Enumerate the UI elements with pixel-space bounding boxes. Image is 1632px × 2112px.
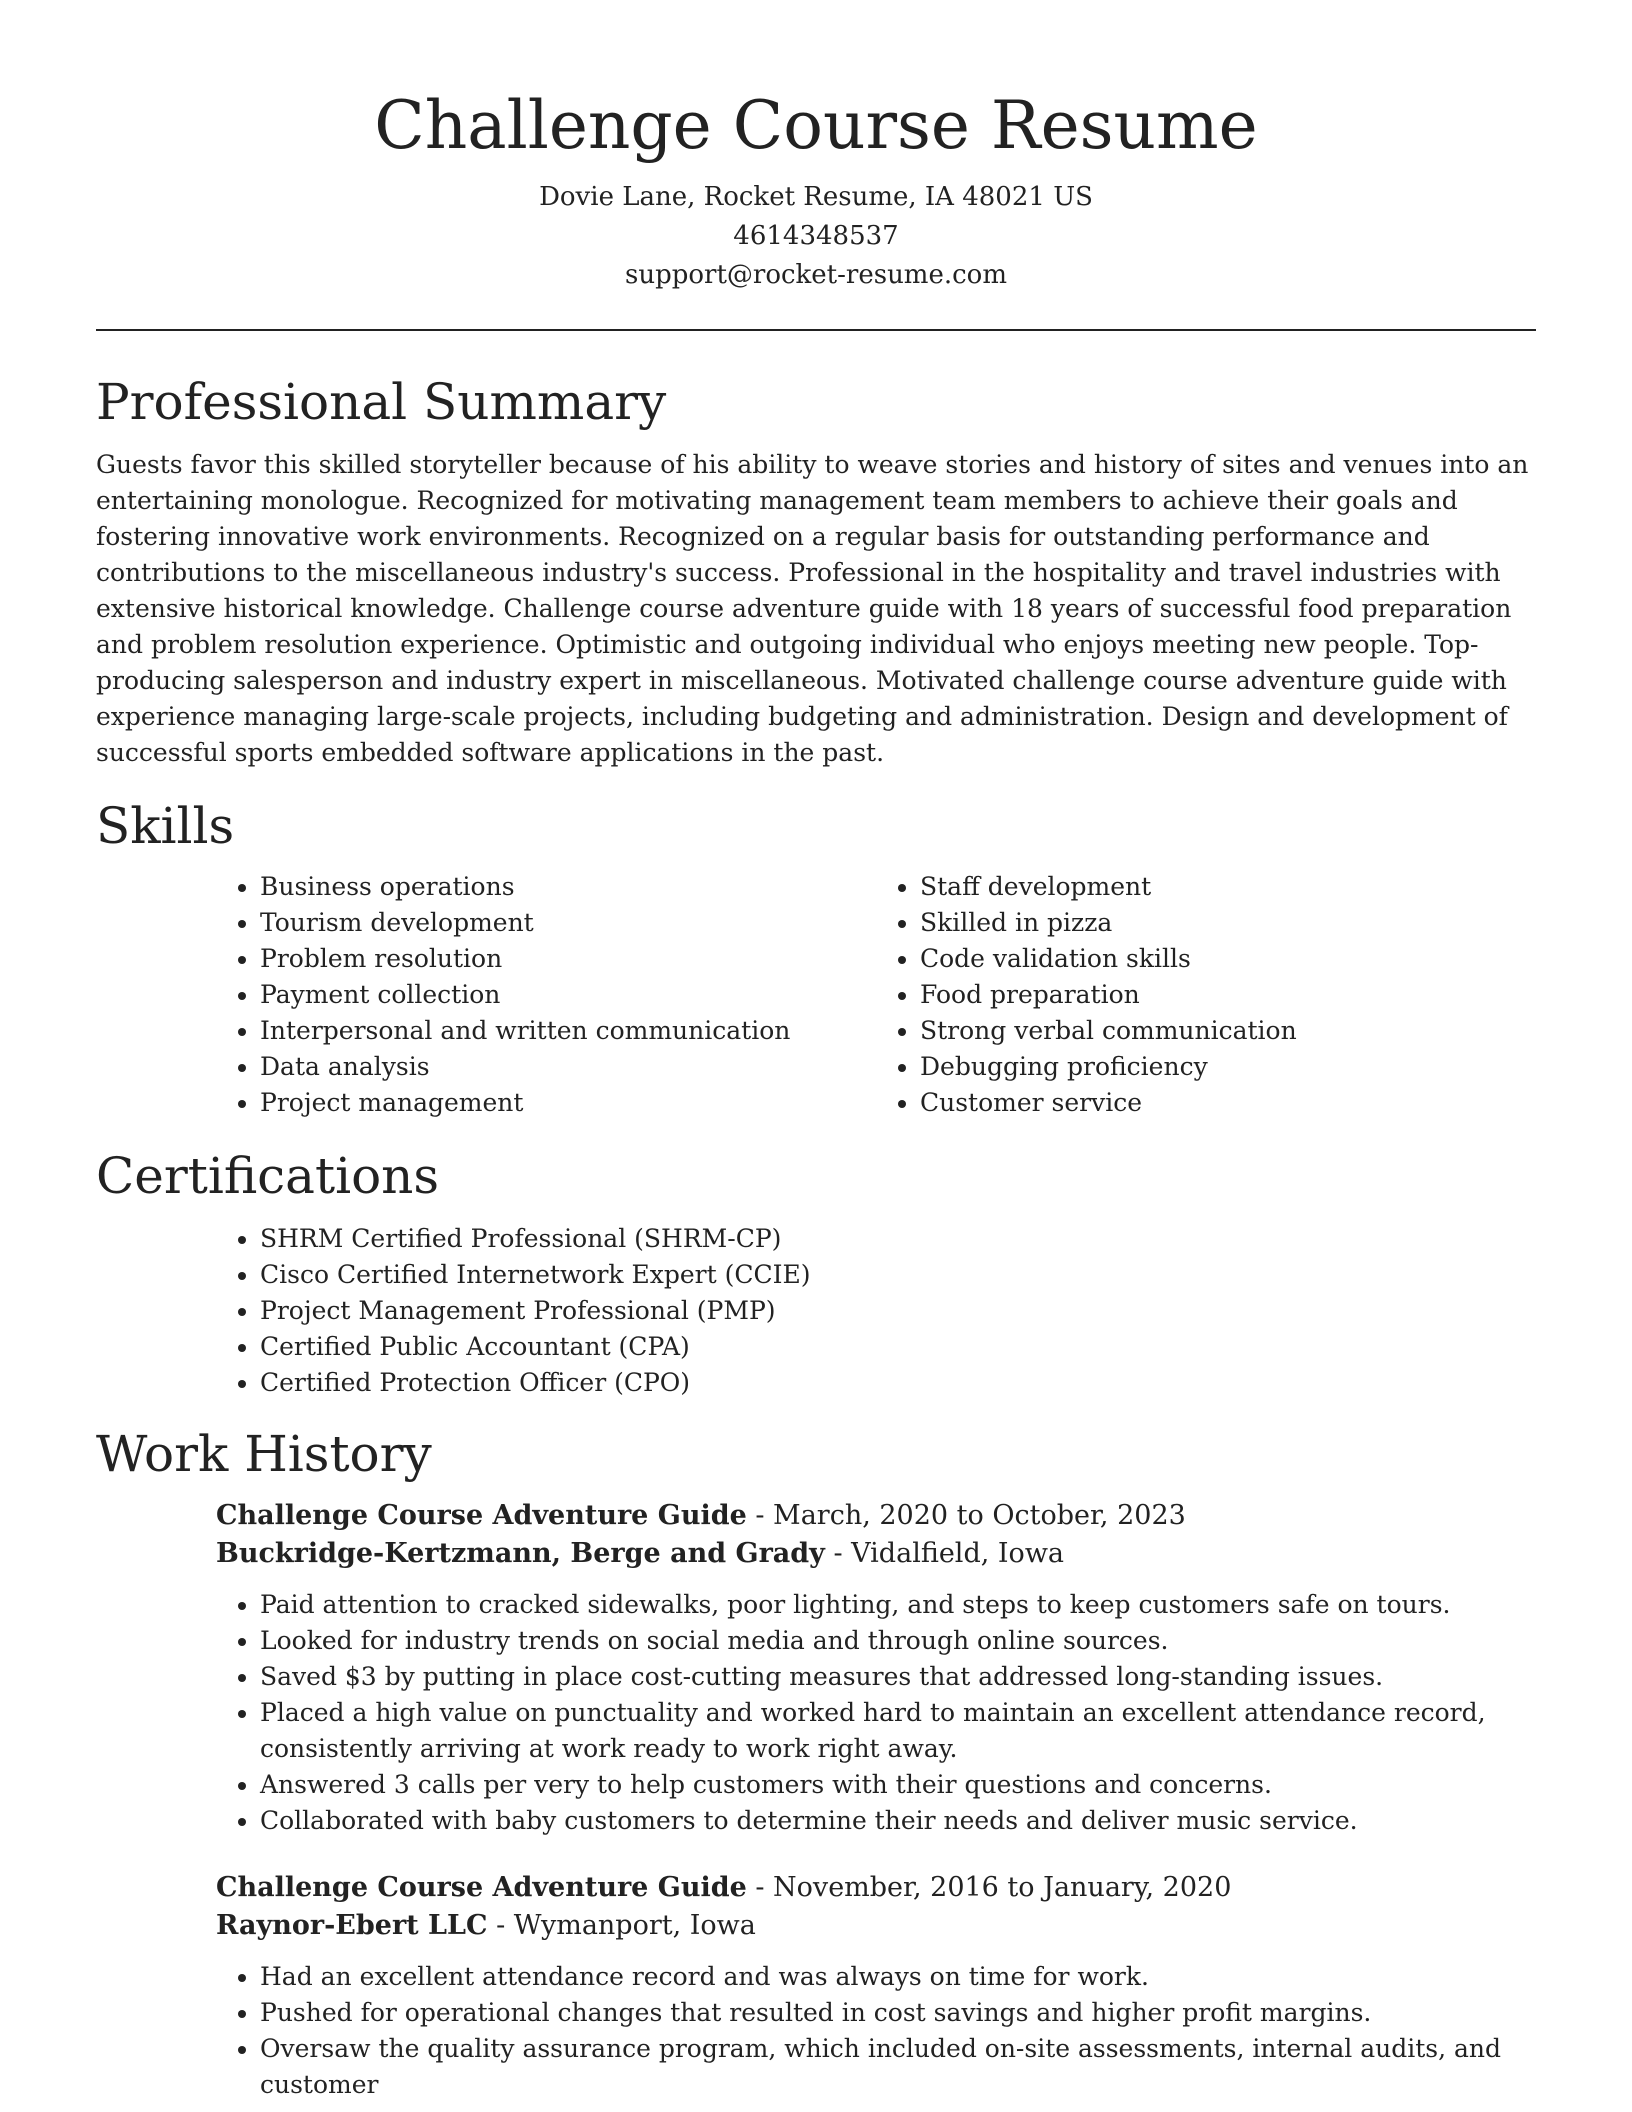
list-item: • Oversaw the quality assurance program, which included on-site assessments, internal audits, and customer: [260, 2031, 1536, 2103]
job-title-line: [216, 1497, 1536, 1535]
contact-info: [96, 178, 1536, 295]
job-dates: - November, 2016 to January, 2020: [746, 1872, 1232, 1903]
job-entry: [216, 1869, 1536, 1945]
list-item: • Certified Public Accountant (CPA): [260, 1329, 1536, 1365]
job-title: Challenge Course Adventure Guide: [216, 1500, 747, 1531]
certifications-list: [216, 1221, 1536, 1401]
work-history-section: [96, 1423, 1536, 2103]
job-location: - Vidalfield, Iowa: [824, 1538, 1065, 1569]
list-item: • Strong verbal communication: [920, 1013, 1536, 1049]
address: Dovie Lane, Rocket Resume, IA 48021 US: [539, 182, 1093, 212]
list-item: • Staff development: [920, 869, 1536, 905]
skills-heading: Skills: [96, 797, 235, 855]
job-bullets: [216, 1587, 1536, 1839]
job-location: - Wymanport, Iowa: [487, 1910, 756, 1941]
list-item: • Problem resolution: [260, 941, 876, 977]
work-history-heading: Work History: [96, 1425, 432, 1483]
summary-section: [96, 371, 1536, 771]
list-item: • Had an excellent attendance record and was always on time for work.: [260, 1959, 1536, 1995]
job-dates: - March, 2020 to October, 2023: [746, 1500, 1186, 1531]
list-item: • Customer service: [920, 1085, 1536, 1121]
skills-section: [96, 795, 1536, 1121]
skills-list-right: [876, 869, 1536, 1121]
list-item: • Data analysis: [260, 1049, 876, 1085]
job-title-line: [216, 1869, 1536, 1907]
job-title: Challenge Course Adventure Guide: [216, 1872, 747, 1903]
job-entry: [216, 1497, 1536, 1573]
list-item: • Payment collection: [260, 977, 876, 1013]
skills-list-left: [216, 869, 876, 1121]
list-item: • Paid attention to cracked sidewalks, poor lighting, and steps to keep customers safe on tours.: [260, 1587, 1536, 1623]
resume-header: [96, 0, 1536, 295]
list-item: • Collaborated with baby customers to determine their needs and deliver music service.: [260, 1803, 1536, 1839]
resume-page: [96, 0, 1536, 2103]
list-item: • Debugging proficiency: [920, 1049, 1536, 1085]
skills-columns: [216, 869, 1536, 1121]
list-item: • Business operations: [260, 869, 876, 905]
list-item: • Code validation skills: [920, 941, 1536, 977]
list-item: • Interpersonal and written communication: [260, 1013, 876, 1049]
list-item: • Cisco Certified Internetwork Expert (CCIE): [260, 1257, 1536, 1293]
list-item: • Looked for industry trends on social media and through online sources.: [260, 1623, 1536, 1659]
certifications-section: [96, 1145, 1536, 1401]
list-item: • Skilled in pizza: [920, 905, 1536, 941]
header-divider: [96, 329, 1536, 331]
list-item: • Tourism development: [260, 905, 876, 941]
list-item: • Answered 3 calls per very to help customers with their questions and concerns.: [260, 1767, 1536, 1803]
list-item: • Pushed for operational changes that resulted in cost savings and higher profit margins.: [260, 1995, 1536, 2031]
job-company: Raynor-Ebert LLC: [216, 1910, 488, 1941]
list-item: • Saved $3 by putting in place cost-cutting measures that addressed long-standing issues.: [260, 1659, 1536, 1695]
list-item: • Project Management Professional (PMP): [260, 1293, 1536, 1329]
job-company-line: [216, 1535, 1536, 1573]
list-item: • Placed a high value on punctuality and worked hard to maintain an excellent attendance record, consistently arriving at work ready to work right away.: [260, 1695, 1536, 1767]
list-item: • Project management: [260, 1085, 876, 1121]
job-company-line: [216, 1907, 1536, 1945]
list-item: • Food preparation: [920, 977, 1536, 1013]
list-item: • Certified Protection Officer (CPO): [260, 1365, 1536, 1401]
email: support@rocket-resume.com: [624, 260, 1007, 290]
summary-heading: Professional Summary: [96, 373, 667, 431]
job-bullets: [216, 1959, 1536, 2103]
resume-title: Challenge Course Resume: [374, 87, 1258, 164]
list-item: • SHRM Certified Professional (SHRM-CP): [260, 1221, 1536, 1257]
certifications-heading: Certifications: [96, 1147, 440, 1205]
phone: 4614348537: [733, 221, 899, 251]
summary-text: Guests favor this skilled storyteller because of his ability to weave stories and history of sites and venues into an entertaining monologue. Recognized for motivating management team members to achieve their goals and fostering innovative work environments. Recognized on a regular basis for outstanding performance and contributions to the miscellaneous industry's success. Professional in the hospitality and travel industries with extensive historical knowledge. Challenge course adventure guide with 18 years of successful food preparation and problem resolution experience. Optimistic and outgoing individual who enjoys meeting new people. Top-producing salesperson and industry expert in miscellaneous. Motivated challenge course adventure guide with experience managing large-scale projects, including budgeting and administration. Design and development of successful sports embedded software applications in the past.: [96, 450, 1529, 767]
job-company: Buckridge-Kertzmann, Berge and Grady: [216, 1538, 825, 1569]
